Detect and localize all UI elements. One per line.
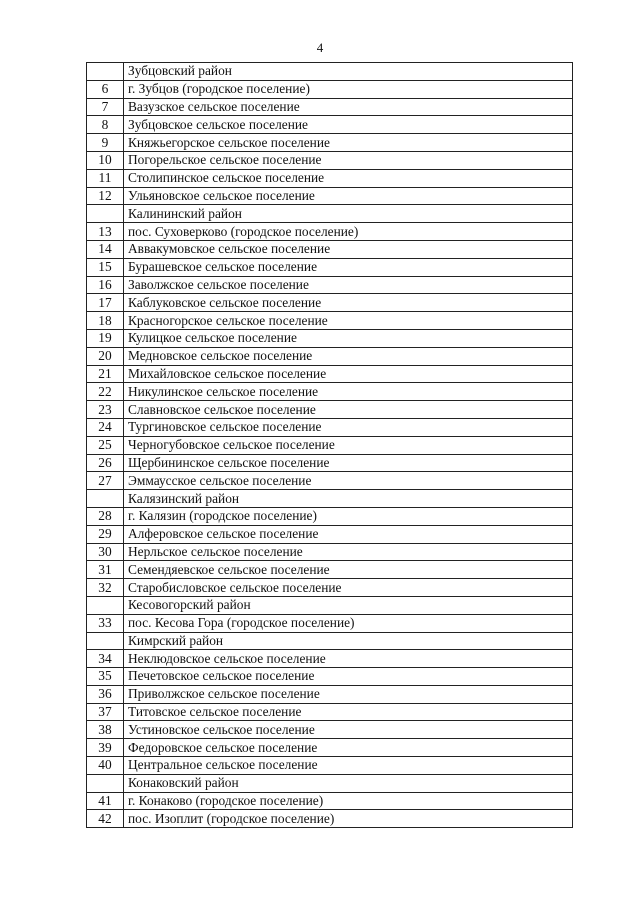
table-row [87,134,573,152]
row-number-cell: 15 [87,258,124,276]
settlement-name-cell: Нерльское сельское поселение [124,543,573,561]
row-number-cell: 17 [87,294,124,312]
table-row [87,365,573,383]
district-name-cell: Калязинский район [124,490,573,508]
district-header-row [87,596,573,614]
row-number-cell: 33 [87,614,124,632]
settlement-name-cell: Щербининское сельское поселение [124,454,573,472]
table-row [87,276,573,294]
settlement-name-cell: Неклюдовское сельское поселение [124,650,573,668]
settlements-table-body [87,63,573,828]
settlement-name-cell: Славновское сельское поселение [124,401,573,419]
row-number-cell: 25 [87,436,124,454]
row-number-cell: 41 [87,792,124,810]
settlement-name-cell: Алферовское сельское поселение [124,525,573,543]
row-number-cell: 27 [87,472,124,490]
table-row [87,401,573,419]
table-row [87,454,573,472]
table-row [87,223,573,241]
district-name-cell: Кесовогорский район [124,596,573,614]
row-number-cell: 40 [87,757,124,775]
row-number-cell: 31 [87,561,124,579]
settlement-name-cell: Титовское сельское поселение [124,703,573,721]
table-row [87,472,573,490]
row-number-cell: 29 [87,525,124,543]
table-row [87,169,573,187]
row-number-cell: 30 [87,543,124,561]
row-number-cell: 36 [87,685,124,703]
settlement-name-cell: Княжьегорское сельское поселение [124,134,573,152]
row-number-cell [87,632,124,650]
settlements-table [86,62,573,828]
settlement-name-cell: Тургиновское сельское поселение [124,418,573,436]
table-row [87,418,573,436]
table-row [87,757,573,775]
table-row [87,579,573,597]
settlement-name-cell: Вазузское сельское поселение [124,98,573,116]
table-row [87,116,573,134]
table-row [87,543,573,561]
settlement-name-cell: Столипинское сельское поселение [124,169,573,187]
table-row [87,507,573,525]
district-name-cell: Калининский район [124,205,573,223]
row-number-cell: 18 [87,312,124,330]
row-number-cell: 34 [87,650,124,668]
settlement-name-cell: Аввакумовское сельское поселение [124,240,573,258]
settlement-name-cell: Приволжское сельское поселение [124,685,573,703]
settlement-name-cell: Красногорское сельское поселение [124,312,573,330]
settlement-name-cell: г. Конаково (городское поселение) [124,792,573,810]
row-number-cell: 22 [87,383,124,401]
settlement-name-cell: Бурашевское сельское поселение [124,258,573,276]
table-row [87,792,573,810]
table-row [87,561,573,579]
settlement-name-cell: пос. Суховерково (городское поселение) [124,223,573,241]
district-name-cell: Конаковский район [124,774,573,792]
row-number-cell: 26 [87,454,124,472]
table-row [87,685,573,703]
table-row [87,258,573,276]
district-header-row [87,63,573,81]
table-row [87,525,573,543]
settlement-name-cell: Михайловское сельское поселение [124,365,573,383]
row-number-cell: 24 [87,418,124,436]
row-number-cell: 23 [87,401,124,419]
row-number-cell: 28 [87,507,124,525]
table-row [87,739,573,757]
table-row [87,151,573,169]
row-number-cell: 9 [87,134,124,152]
settlement-name-cell: Эммаусское сельское поселение [124,472,573,490]
row-number-cell: 11 [87,169,124,187]
district-header-row [87,632,573,650]
row-number-cell [87,490,124,508]
table-row [87,436,573,454]
row-number-cell: 20 [87,347,124,365]
settlement-name-cell: Печетовское сельское поселение [124,668,573,686]
table-row [87,383,573,401]
settlement-name-cell: Федоровское сельское поселение [124,739,573,757]
row-number-cell: 21 [87,365,124,383]
settlement-name-cell: Каблуковское сельское поселение [124,294,573,312]
row-number-cell: 32 [87,579,124,597]
row-number-cell: 8 [87,116,124,134]
row-number-cell [87,63,124,81]
row-number-cell: 6 [87,80,124,98]
row-number-cell: 39 [87,739,124,757]
table-row [87,668,573,686]
table-row [87,347,573,365]
table-row [87,240,573,258]
settlement-name-cell: Центральное сельское поселение [124,757,573,775]
settlement-name-cell: пос. Изоплит (городское поселение) [124,810,573,828]
row-number-cell: 38 [87,721,124,739]
settlement-name-cell: Старобисловское сельское поселение [124,579,573,597]
row-number-cell: 13 [87,223,124,241]
row-number-cell: 7 [87,98,124,116]
settlement-name-cell: Никулинское сельское поселение [124,383,573,401]
district-name-cell: Зубцовский район [124,63,573,81]
table-row [87,650,573,668]
table-row [87,614,573,632]
table-row [87,329,573,347]
row-number-cell: 42 [87,810,124,828]
settlement-name-cell: Устиновское сельское поселение [124,721,573,739]
row-number-cell: 14 [87,240,124,258]
settlement-name-cell: г. Зубцов (городское поселение) [124,80,573,98]
table-row [87,294,573,312]
settlement-name-cell: Погорельское сельское поселение [124,151,573,169]
table-row [87,721,573,739]
row-number-cell [87,774,124,792]
district-header-row [87,205,573,223]
page-number: 4 [316,40,324,55]
settlement-name-cell: Семендяевское сельское поселение [124,561,573,579]
settlement-name-cell: Ульяновское сельское поселение [124,187,573,205]
settlement-name-cell: Зубцовское сельское поселение [124,116,573,134]
row-number-cell [87,596,124,614]
row-number-cell: 37 [87,703,124,721]
row-number-cell: 35 [87,668,124,686]
table-row [87,80,573,98]
district-name-cell: Кимрский район [124,632,573,650]
table-row [87,187,573,205]
district-header-row [87,490,573,508]
table-row [87,810,573,828]
table-row [87,703,573,721]
settlement-name-cell: г. Калязин (городское поселение) [124,507,573,525]
table-row [87,312,573,330]
row-number-cell: 16 [87,276,124,294]
row-number-cell: 12 [87,187,124,205]
row-number-cell: 19 [87,329,124,347]
district-header-row [87,774,573,792]
row-number-cell: 10 [87,151,124,169]
settlement-name-cell: пос. Кесова Гора (городское поселение) [124,614,573,632]
settlement-name-cell: Медновское сельское поселение [124,347,573,365]
row-number-cell [87,205,124,223]
settlement-name-cell: Заволжское сельское поселение [124,276,573,294]
settlement-name-cell: Кулицкое сельское поселение [124,329,573,347]
settlement-name-cell: Черногубовское сельское поселение [124,436,573,454]
table-row [87,98,573,116]
